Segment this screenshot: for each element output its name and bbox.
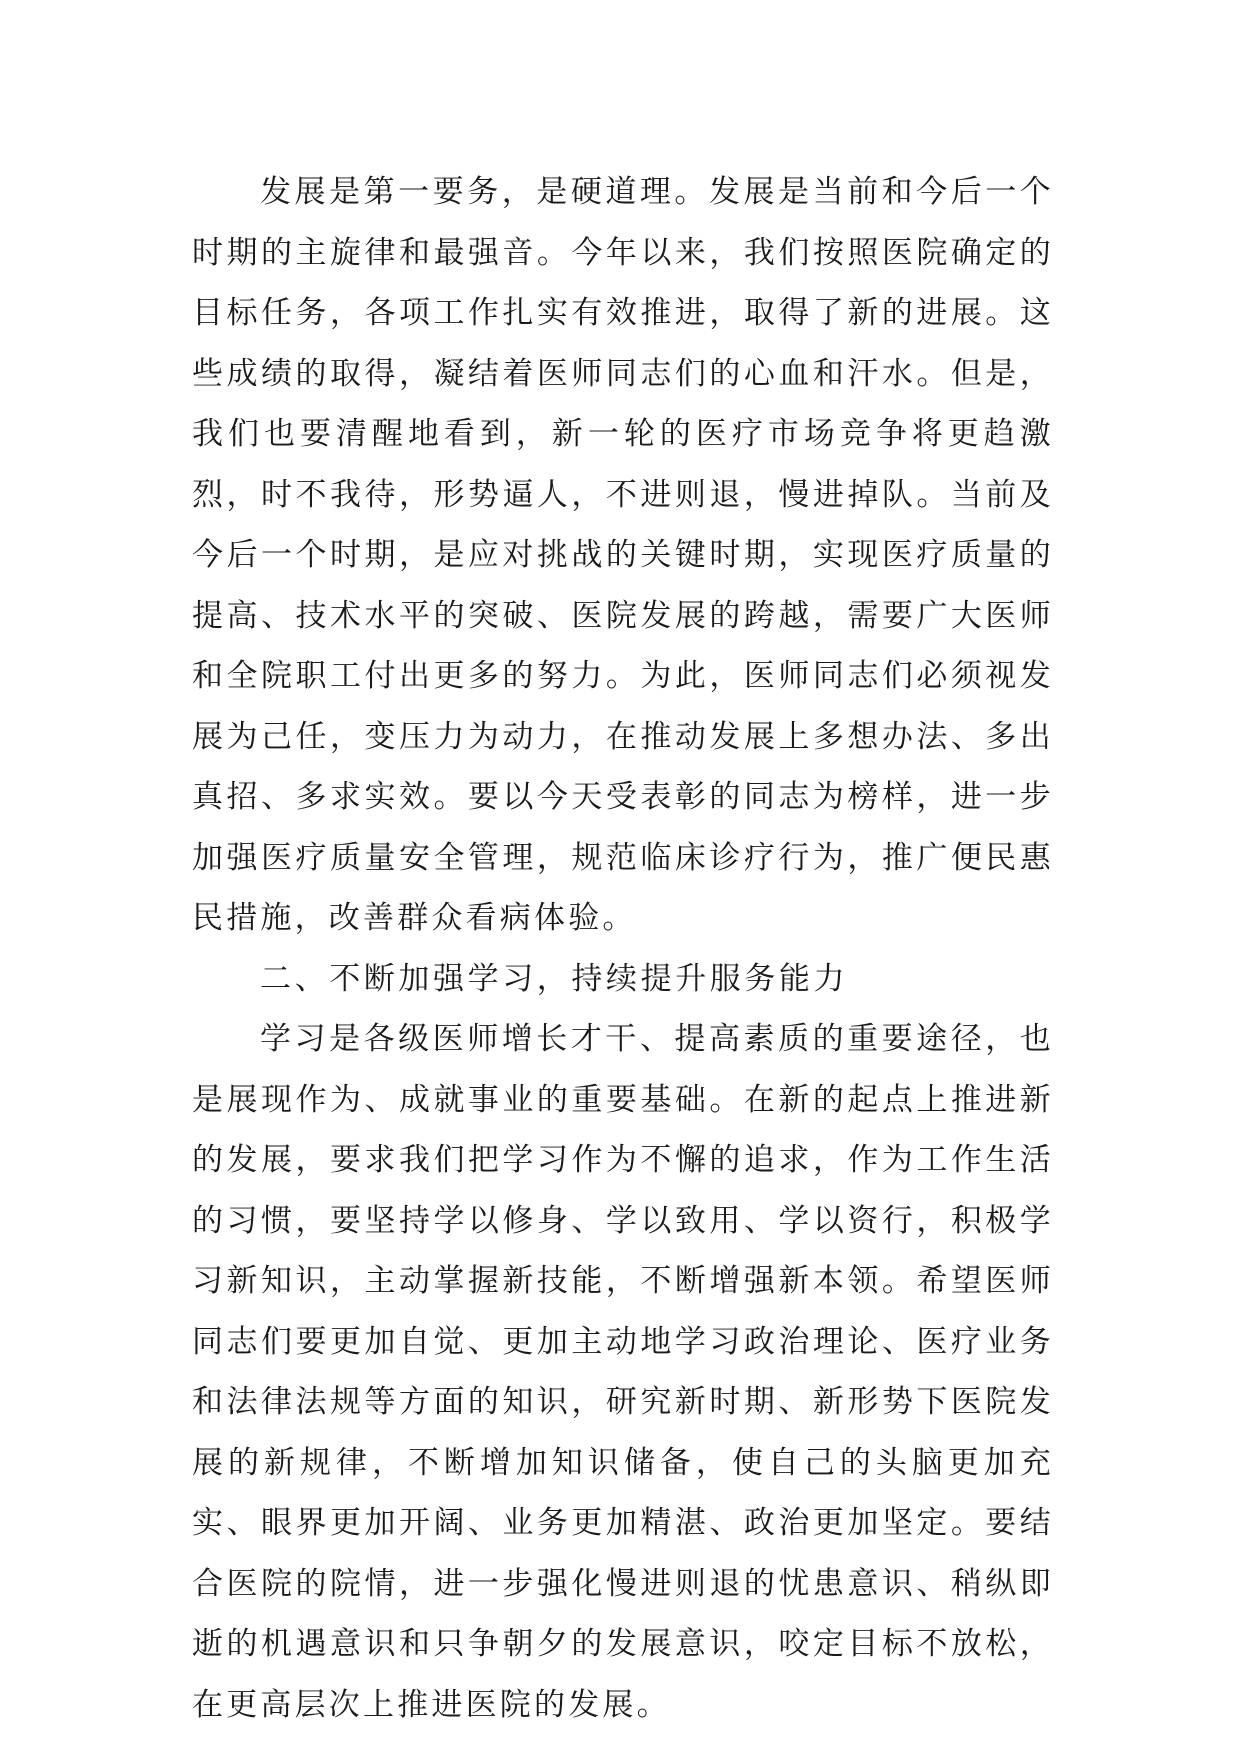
paragraph-development: 发展是第一要务，是硬道理。发展是当前和今后一个时期的主旋律和最强音。今年以来，我们按照医院确定的目标任务，各项工作扎实有效推进，取得了新的进展。这些成绩的取得，凝结着医师同志们的心血和汗水。但是，我们也要清醒地看到，新一轮的医疗市场竞争将更趋激烈，时不我待，形势逼人，不进则退，慢进掉队。当前及今后一个时期，是应对挑战的关键时期，实现医疗质量的提高、技术水平的突破、医院发展的跨越，需要广大医师和全院职工付出更多的努力。为此，医师同志们必须视发展为己任，变压力为动力，在推动发展上多想办法、多出真招、多求实效。要以今天受表彰的同志为榜样，进一步加强医疗质量安全管理，规范临床诊疗行为，推广便民惠民措施，改善群众看病体验。 bbox=[192, 174, 1054, 936]
document-body bbox=[192, 162, 1054, 1735]
paragraph-learning: 学习是各级医师增长才干、提高素质的重要途径，也是展现作为、成就事业的重要基础。在新的起点上推进新的发展，要求我们把学习作为不懈的追求，作为工作生活的习惯，要坚持学以修身、学以致用、学以资行，积极学习新知识，主动掌握新技能，不断增强新本领。希望医师同志们要更加自觉、更加主动地学习政治理论、医疗业务和法律法规等方面的知识，研究新时期、新形势下医院发展的新规律，不断增加知识储备，使自己的头脑更加充实、眼界更加开阔、业务更加精湛、政治更加坚定。要结合医院的院情，进一步强化慢进则退的忧患意识、稍纵即逝的机遇意识和只争朝夕的发展意识，咬定目标不放松，在更高层次上推进医院的发展。 bbox=[192, 1021, 1054, 1723]
section-heading-learning: 二、不断加强学习，持续提升服务能力 bbox=[260, 960, 849, 997]
